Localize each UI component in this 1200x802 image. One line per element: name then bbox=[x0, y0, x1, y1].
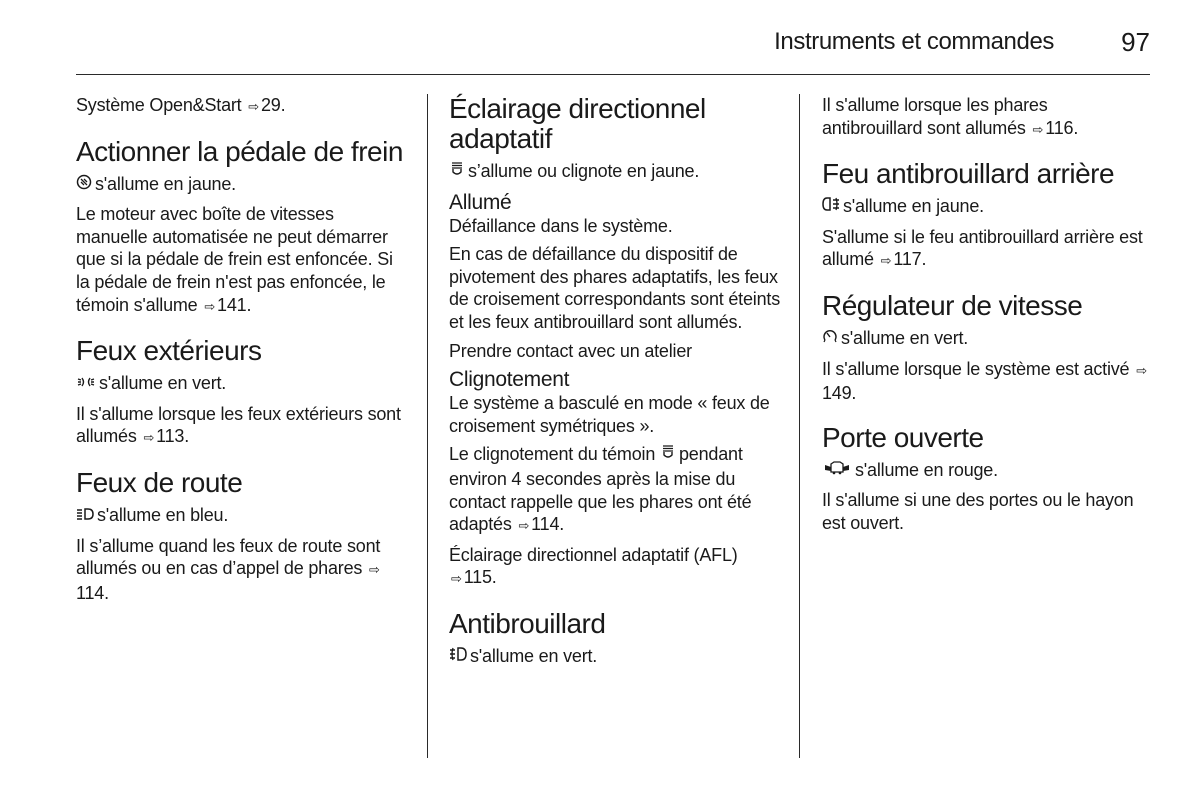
section-heading: Porte ouverte bbox=[822, 421, 984, 453]
paragraph bbox=[822, 94, 1152, 141]
paragraph bbox=[76, 173, 408, 198]
paragraph-text: S'allume si le feu antibrouillard arrière est allumé bbox=[822, 226, 1143, 270]
paragraph-text: s’allume ou clignote en jaune. bbox=[468, 161, 700, 181]
subsection-heading: Allumé bbox=[449, 190, 512, 214]
page-reference[interactable]: 116. bbox=[1045, 117, 1079, 138]
paragraph bbox=[822, 459, 1152, 484]
brake-pedal-icon bbox=[76, 174, 92, 198]
adaptive-light-icon bbox=[449, 161, 465, 185]
paragraph bbox=[449, 645, 781, 670]
reference-arrow-icon: ⇨ bbox=[369, 562, 380, 578]
section-heading: Éclairage directionnel adaptatif bbox=[449, 93, 706, 154]
column-divider bbox=[799, 94, 800, 758]
section-heading: Régulateur de vitesse bbox=[822, 289, 1083, 321]
paragraph: Il s'allume si une des portes ou le hayon est ouvert. bbox=[822, 490, 1134, 533]
section-heading: Antibrouillard bbox=[449, 607, 606, 639]
paragraph-text: Le moteur avec boîte de vitesses manuelle automatisée ne peut démarrer que si la pédale de frein est enfoncée. Si la pédale de frein n'est pas enfoncée, le témoin s'allume bbox=[76, 204, 393, 315]
exterior-lights-icon bbox=[76, 374, 96, 397]
paragraph-text: Éclairage directionnel adaptatif (AFL) bbox=[449, 544, 738, 565]
page-reference[interactable]: 113. bbox=[156, 426, 190, 447]
paragraph bbox=[822, 226, 1152, 273]
reference-arrow-icon: ⇨ bbox=[204, 298, 216, 314]
column-2 bbox=[449, 94, 781, 676]
intro-text: Système Open&Start bbox=[76, 95, 242, 115]
page-reference[interactable]: 117. bbox=[893, 249, 927, 270]
reference-arrow-icon: ⇨ bbox=[880, 253, 892, 269]
high-beam-icon bbox=[76, 506, 94, 529]
cruise-control-icon bbox=[822, 328, 838, 352]
page-header bbox=[76, 22, 1150, 75]
column-divider bbox=[427, 94, 428, 758]
rear-fog-icon bbox=[822, 196, 840, 220]
paragraph-text: s'allume en rouge. bbox=[855, 459, 998, 480]
paragraph bbox=[822, 195, 1152, 220]
paragraph-text: Le clignotement du témoin bbox=[449, 444, 656, 465]
page-reference[interactable]: 29. bbox=[261, 95, 286, 115]
paragraph-text: s'allume en vert. bbox=[841, 327, 969, 348]
paragraph: Le système a basculé en mode « feux de croisement symétriques ». bbox=[449, 393, 770, 436]
reference-arrow-icon: ⇨ bbox=[518, 518, 530, 534]
paragraph-text: Il s'allume lorsque le système est activé bbox=[822, 358, 1130, 379]
intro-paragraph bbox=[76, 94, 408, 119]
paragraph bbox=[449, 544, 781, 591]
paragraph-text: Il s’allume quand les feux de route sont allumés ou en cas d’appel de phares bbox=[76, 535, 381, 579]
section-heading: Feux extérieurs bbox=[76, 335, 262, 367]
paragraph bbox=[76, 372, 408, 397]
reference-arrow-icon: ⇨ bbox=[451, 571, 462, 587]
reference-arrow-icon: ⇨ bbox=[143, 430, 155, 446]
paragraph: Prendre contact avec un atelier bbox=[449, 340, 692, 361]
paragraph-text: pendant environ 4 secondes après la mise du contact rappelle que les phares ont été adaptés bbox=[449, 444, 752, 535]
paragraph-text: Il s'allume lorsque les feux extérieurs sont allumés bbox=[76, 403, 401, 447]
fog-light-icon bbox=[449, 646, 467, 670]
paragraph bbox=[449, 160, 781, 185]
adaptive-light-icon bbox=[660, 444, 676, 468]
paragraph bbox=[449, 443, 781, 537]
paragraph-text: s'allume en vert. bbox=[470, 645, 598, 666]
page-number: 97 bbox=[1121, 27, 1150, 57]
chapter-title: Instruments et commandes bbox=[774, 28, 1054, 55]
page-reference[interactable]: 149. bbox=[822, 383, 857, 404]
paragraph-text: s'allume en vert. bbox=[99, 373, 227, 394]
page-reference[interactable]: 115. bbox=[463, 567, 497, 588]
paragraph-text: s'allume en jaune. bbox=[843, 196, 984, 217]
paragraph bbox=[76, 504, 408, 529]
paragraph-text: s'allume en bleu. bbox=[97, 504, 229, 525]
reference-arrow-icon: ⇨ bbox=[1136, 362, 1147, 378]
page-reference[interactable]: 114. bbox=[76, 582, 109, 603]
paragraph bbox=[76, 403, 408, 450]
subsection-heading: Clignotement bbox=[449, 368, 570, 392]
door-open-icon bbox=[822, 460, 852, 484]
section-heading: Feux de route bbox=[76, 466, 243, 498]
paragraph bbox=[76, 203, 408, 318]
column-1 bbox=[76, 94, 408, 610]
paragraph-text: s'allume en jaune. bbox=[95, 173, 236, 194]
column-3 bbox=[822, 94, 1152, 541]
paragraph bbox=[822, 327, 1152, 352]
reference-arrow-icon: ⇨ bbox=[248, 99, 259, 114]
page-reference[interactable]: 114. bbox=[531, 514, 565, 535]
paragraph bbox=[822, 358, 1152, 405]
section-heading: Actionner la pédale de frein bbox=[76, 135, 403, 167]
reference-arrow-icon: ⇨ bbox=[1032, 121, 1044, 137]
paragraph bbox=[76, 535, 408, 605]
paragraph: En cas de défaillance du dispositif de pivotement des phares adaptatifs, les feux de croisement correspondants sont éteints et les feux antibrouillard sont allumés. bbox=[449, 244, 780, 332]
section-heading: Feu antibrouillard arrière bbox=[822, 158, 1115, 190]
page-reference[interactable]: 141. bbox=[217, 294, 252, 315]
paragraph: Défaillance dans le système. bbox=[449, 215, 673, 236]
paragraph-text: Il s'allume lorsque les phares antibrouillard sont allumés bbox=[822, 95, 1048, 138]
